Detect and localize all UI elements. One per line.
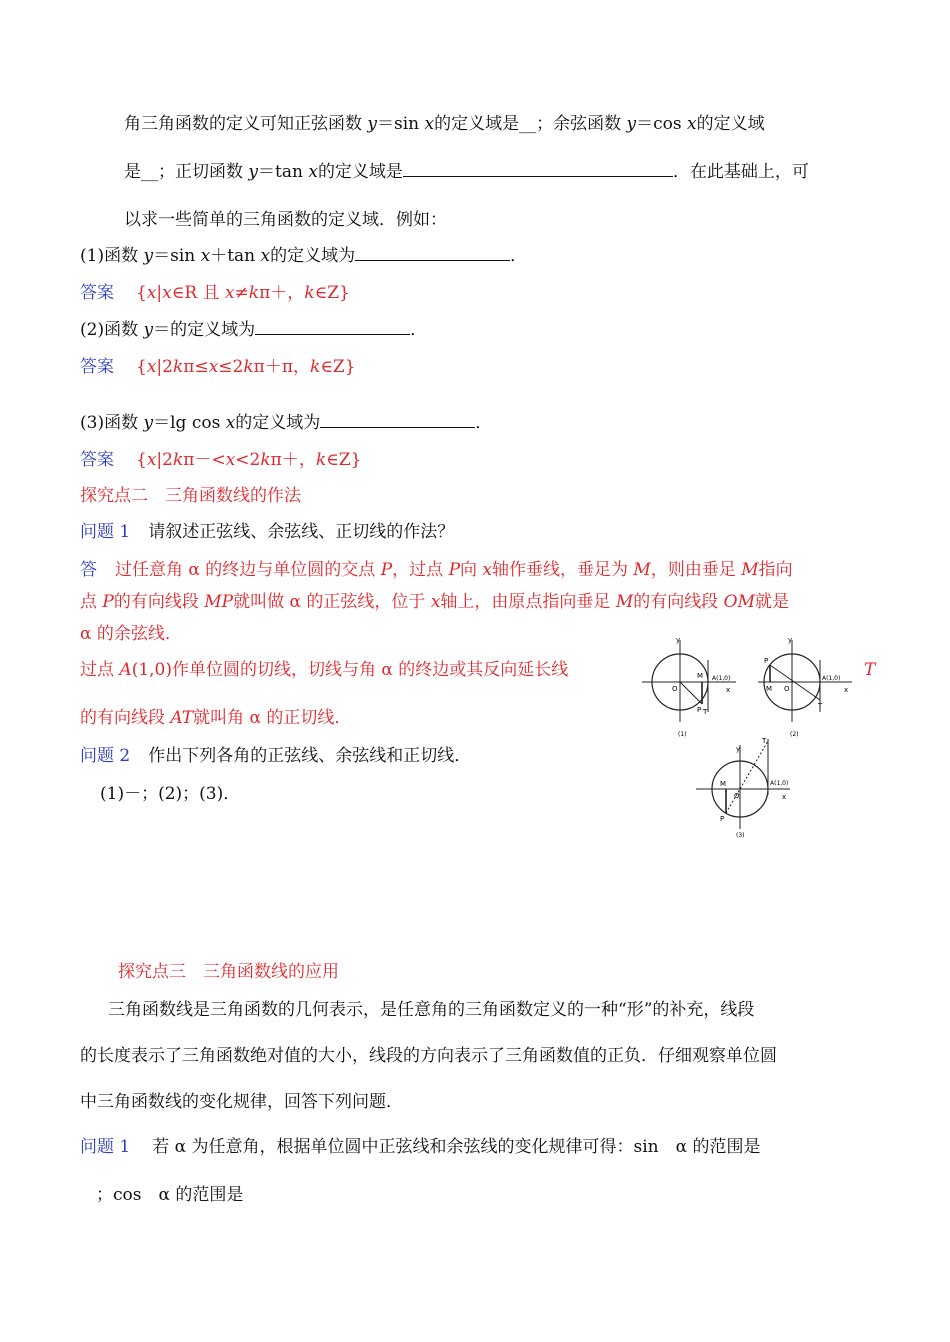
blank-line — [355, 244, 510, 261]
blank-line — [255, 318, 410, 335]
var: x — [225, 413, 236, 433]
answer-line-4-tail: T — [864, 660, 876, 680]
section-heading-2: 探究点二 三角函数线的作法 — [80, 486, 301, 506]
var: A — [119, 660, 132, 680]
text: ＝lg cos — [153, 413, 226, 433]
text: (1)函数 — [80, 246, 144, 266]
text: 的有向线段 — [113, 592, 205, 612]
var: x — [260, 246, 271, 266]
var: k — [172, 450, 184, 470]
var: x — [482, 560, 493, 580]
text: π＋π， — [253, 357, 311, 377]
problem-label: 问题 2 — [80, 746, 131, 766]
text: ，过点 — [392, 560, 449, 580]
axis-x-label: x — [844, 686, 849, 694]
text: (1,0)作单位圆的切线，切线与角 α 的终边或其反向延长线 — [131, 660, 569, 680]
text: <2 — [235, 450, 261, 470]
text: ．在此基础上，可 — [672, 162, 809, 182]
answer-1 — [80, 281, 350, 305]
axis-x-label: x — [726, 686, 731, 694]
text: ＋tan — [210, 246, 261, 266]
var: k — [243, 357, 254, 377]
text: 的有向线段 — [633, 592, 724, 612]
point-p-label: P — [720, 815, 725, 823]
problem-2 — [80, 744, 471, 768]
var: y — [143, 246, 154, 266]
intro-line-1 — [124, 112, 765, 136]
text: ∈Z} — [314, 283, 350, 303]
problem-text: 作出下列各角的正弦线、余弦线和正切线． — [148, 746, 472, 766]
text: { — [136, 450, 147, 470]
text: | — [156, 283, 163, 303]
text: 的有向线段 — [80, 708, 171, 728]
problem-2-items: (1)－；(2)；(3)． — [100, 784, 241, 804]
answer-label: 答 — [80, 560, 97, 580]
var: k — [172, 357, 184, 377]
text: ． — [410, 320, 428, 340]
var: x — [430, 592, 441, 612]
unit-circle-figure-2 — [752, 630, 872, 740]
point-t-label: T — [818, 702, 823, 710]
var: x — [687, 114, 697, 134]
answer-text — [136, 357, 356, 377]
question-1 — [80, 244, 527, 268]
point-m-label: M — [697, 672, 704, 680]
figure-caption: (2) — [790, 731, 799, 738]
var: y — [626, 114, 637, 134]
answer-label: 答案 — [80, 357, 114, 377]
blank-line — [320, 411, 475, 428]
text: ≠ — [234, 283, 249, 303]
answer-line-5 — [80, 706, 351, 730]
text: 就叫做 α 的正弦线，位于 — [233, 592, 431, 612]
text: ＝sin — [377, 114, 425, 134]
figure-2-svg — [752, 630, 872, 740]
var: y — [143, 320, 154, 340]
var: AT — [170, 708, 194, 728]
unit-circle-figure-3 — [690, 735, 810, 845]
text: |2 — [156, 357, 173, 377]
text: 是__；正切函数 — [124, 162, 249, 182]
problem-text: 若 α 为任意角，根据单位圆中正弦线和余弦线的变化规律可得：sin α 的范围是 — [152, 1137, 761, 1157]
answer-line-3: α 的余弦线． — [80, 624, 182, 644]
var: OM — [723, 592, 755, 612]
origin-label: O — [672, 685, 678, 693]
blank-line — [403, 160, 673, 177]
text: 角三角函数的定义可知正弦函数 — [124, 114, 368, 134]
origin-label: O — [734, 792, 740, 800]
var: MP — [204, 592, 234, 612]
text: 的定义域 — [696, 114, 765, 134]
var: x — [224, 283, 235, 303]
var: P — [380, 560, 393, 580]
text: |2 — [156, 450, 173, 470]
point-a-label: A(1,0) — [822, 675, 841, 682]
var: x — [146, 283, 157, 303]
var: k — [315, 450, 327, 470]
text: π＋， — [259, 283, 305, 303]
problem-label: 问题 1 — [80, 522, 131, 542]
paragraph-line-1: 三角函数线是三角函数的几何表示，是任意角的三角函数定义的一种“形”的补充，线段 — [108, 1000, 755, 1020]
text: 轴上，由原点指向垂足 — [440, 592, 616, 612]
text: ． — [475, 413, 493, 433]
point-t-label: T — [703, 708, 708, 716]
text: ＝的定义域为 — [153, 320, 256, 340]
var: y — [367, 114, 378, 134]
text: 过点 — [80, 660, 120, 680]
text: π－< — [183, 450, 226, 470]
axis-y-label: y — [736, 745, 741, 753]
text: ≤2 — [218, 357, 244, 377]
answer-text — [136, 450, 361, 470]
point-m-label: M — [766, 685, 773, 693]
point-a-label: A(1,0) — [712, 675, 731, 682]
problem-label: 问题 1 — [80, 1137, 131, 1157]
point-p-label: P — [764, 657, 769, 665]
text: ＝tan — [258, 162, 309, 182]
var: x — [208, 357, 219, 377]
text: ＝cos — [636, 114, 688, 134]
axis-x-label: x — [782, 793, 787, 801]
origin-label: O — [784, 685, 790, 693]
point-a-label: A(1,0) — [770, 780, 789, 787]
answer-text — [136, 283, 350, 303]
var: x — [200, 246, 211, 266]
paragraph-line-2: 的长度表示了三角函数绝对值的大小，线段的方向表示了三角函数值的正负．仔细观察单位圆 — [80, 1046, 777, 1066]
answer-line-1 — [80, 558, 793, 582]
problem-text: 请叙述正弦线、余弦线、正切线的作法？ — [148, 522, 455, 542]
var: k — [310, 357, 321, 377]
axis-y-label: y — [788, 636, 793, 644]
figure-caption: (1) — [678, 731, 687, 738]
answer-label: 答案 — [80, 283, 114, 303]
paragraph-line-3: 中三角函数线的变化规律，回答下列问题． — [80, 1092, 403, 1112]
text: ∈Z} — [326, 450, 362, 470]
var: P — [102, 592, 114, 612]
var: x — [146, 450, 157, 470]
text: 就叫角 α 的正切线． — [193, 708, 352, 728]
text: ∈R 且 — [171, 283, 225, 303]
text: π≤ — [183, 357, 209, 377]
point-p-label: P — [697, 706, 702, 714]
text: 向 — [460, 560, 483, 580]
text: 指向 — [758, 560, 793, 580]
text: 点 — [80, 592, 103, 612]
answer-label: 答案 — [80, 450, 114, 470]
var: M — [741, 560, 759, 580]
text: ＝sin — [153, 246, 201, 266]
intro-line-3: 以求一些简单的三角函数的定义域．例如： — [124, 210, 447, 230]
answer-line-2 — [80, 590, 789, 614]
point-m-label: M — [720, 780, 727, 788]
text: { — [136, 357, 147, 377]
var: P — [448, 560, 461, 580]
figure-1-svg — [636, 630, 756, 740]
text: 的定义域是 — [317, 162, 403, 182]
unit-circle-figure-1 — [636, 630, 756, 740]
text: { — [136, 283, 147, 303]
text: 的定义域为 — [235, 413, 321, 433]
var: y — [143, 413, 154, 433]
answer-3 — [80, 448, 361, 472]
text: 的定义域为 — [270, 246, 356, 266]
text: 的定义域是__；余弦函数 — [434, 114, 627, 134]
question-2 — [80, 318, 427, 342]
point-t-label: T — [762, 737, 767, 745]
axis-y-label: y — [676, 636, 681, 644]
problem-3 — [80, 1135, 761, 1159]
problem-3-line-2: ；cos α 的范围是 — [96, 1185, 244, 1205]
text: 过任意角 α 的终边与单位圆的交点 — [115, 560, 381, 580]
text: 就是 — [755, 592, 789, 612]
text: 轴作垂线，垂足为 — [492, 560, 634, 580]
text: (2)函数 — [80, 320, 144, 340]
var: y — [248, 162, 259, 182]
question-3 — [80, 411, 492, 435]
text: ∈Z} — [320, 357, 356, 377]
var: k — [248, 283, 260, 303]
var: x — [146, 357, 157, 377]
answer-line-4 — [80, 658, 632, 682]
var: x — [308, 162, 318, 182]
text: ，则由垂足 — [650, 560, 742, 580]
var: k — [260, 450, 271, 470]
answer-2 — [80, 355, 356, 379]
figure-3-svg — [690, 735, 810, 845]
var: x — [162, 283, 172, 303]
text: (3)函数 — [80, 413, 144, 433]
section-heading-3: 探究点三 三角函数线的应用 — [118, 962, 339, 982]
intro-line-2 — [124, 160, 809, 184]
var: M — [615, 592, 634, 612]
var: x — [225, 450, 236, 470]
var: x — [424, 114, 435, 134]
var: M — [633, 560, 651, 580]
text: ． — [510, 246, 528, 266]
text: π＋， — [270, 450, 316, 470]
var: k — [304, 283, 315, 303]
figure-caption: (3) — [736, 832, 745, 839]
problem-1 — [80, 520, 454, 544]
